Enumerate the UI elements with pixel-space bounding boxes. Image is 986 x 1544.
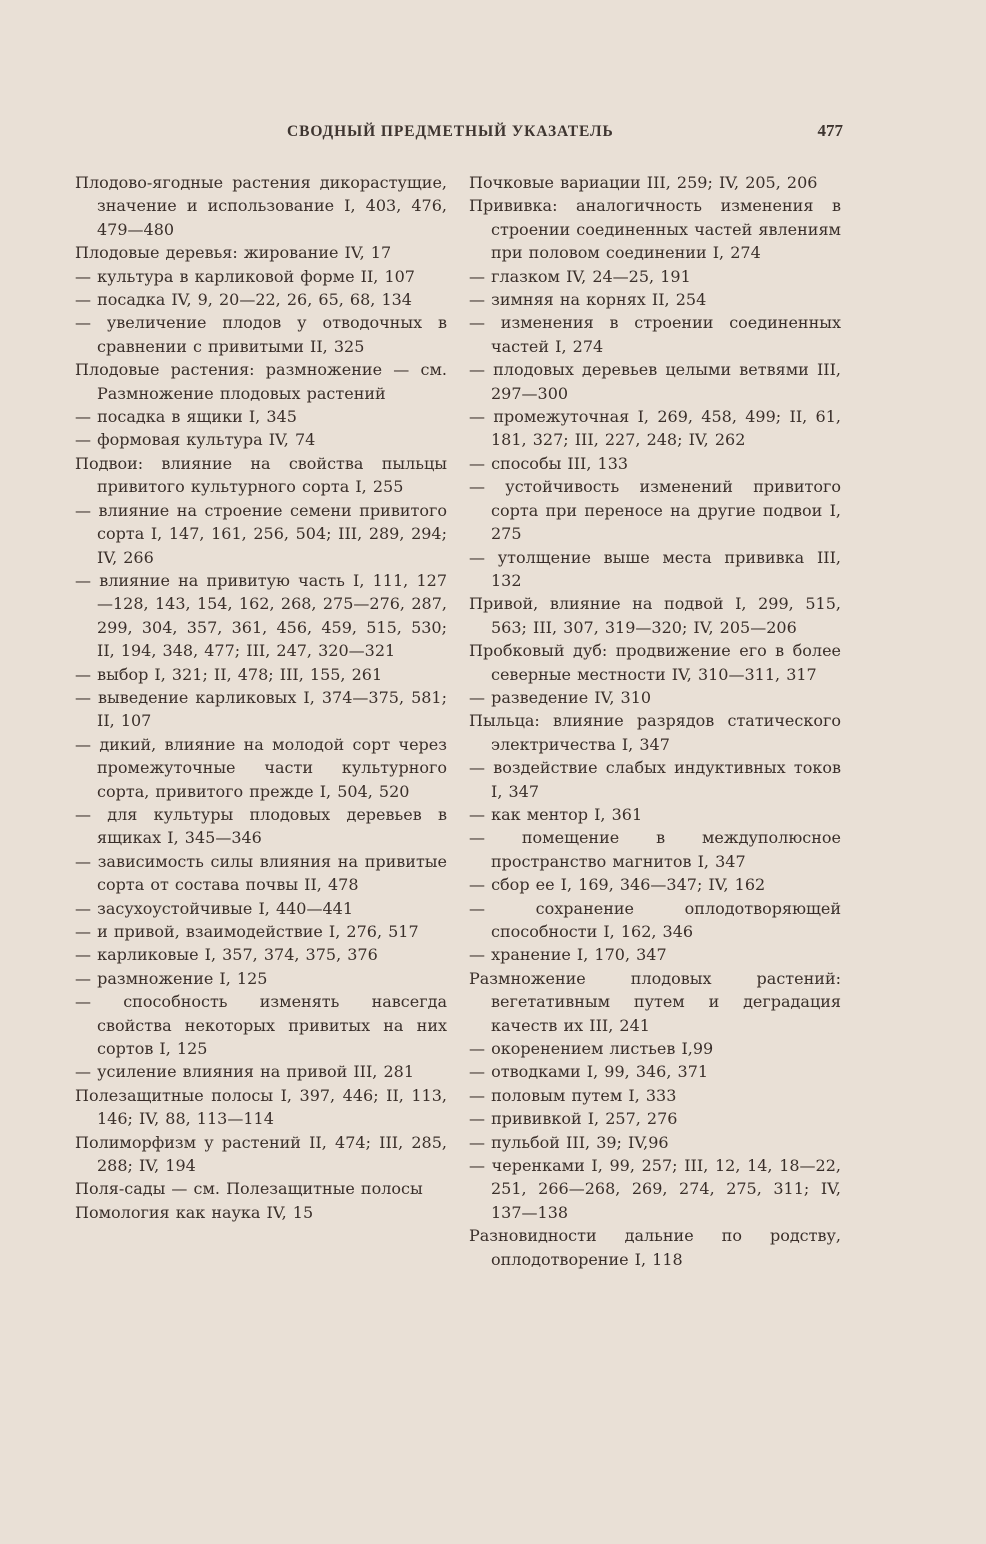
left-index-column (75, 171, 447, 1224)
index-subentry: — способность изменять навсегда свойства некоторых привитых на них сортов I, 125 (75, 992, 447, 1059)
index-entry: Разновидности дальние по родству, оплодотворение I, 118 (469, 1226, 841, 1269)
index-entry: Помология как наука IV, 15 (75, 1202, 314, 1222)
index-subentry: — как ментор I, 361 (469, 804, 643, 824)
index-entry: Плодовые растения: размножение — см. Размножение плодовых растений (75, 360, 447, 403)
index-subentry: — влияние на привитую часть I, 111, 127—128, 143, 154, 162, 268, 275—276, 287, 299, 304, 357, 361, 456, 459, 515, 530; II, 194, 348, 477; III, 247, 320—321 (75, 570, 447, 661)
index-subentry: — дикий, влияние на молодой сорт через промежуточные части культурного сорта, привитого прежде I, 504, 520 (75, 734, 447, 801)
index-entry: Полиморфизм у растений II, 474; III, 285, 288; IV, 194 (75, 1132, 447, 1176)
index-subentry: — культура в карликовой форме II, 107 (75, 266, 415, 286)
index-entry: Поля-сады — см. Полезащитные полосы (75, 1179, 423, 1199)
index-entry: Плодовые деревья: жирование IV, 17 (75, 243, 392, 263)
index-subentry: — способы III, 133 (469, 453, 629, 473)
index-subentry: — посадка в ящики I, 345 (75, 407, 297, 427)
index-subentry: — выбор I, 321; II, 478; III, 155, 261 (75, 664, 383, 684)
index-subentry: — зависимость силы влияния на привитые сорта от состава почвы II, 478 (75, 851, 447, 895)
index-subentry: — и привой, взаимодействие I, 276, 517 (75, 922, 419, 941)
index-entry: Плодово-ягодные растения дикорастущие, значение и использование I, 403, 476, 479—480 (75, 173, 447, 239)
index-subentry: — половым путем I, 333 (469, 1085, 677, 1105)
index-subentry: — карликовые I, 357, 374, 375, 376 (75, 945, 378, 965)
index-subentry: — плодовых деревьев целыми ветвями III, 297—300 (469, 360, 841, 403)
index-subentry: — черенками I, 99, 257; III, 12, 14, 18—22, 251, 266—268, 269, 274, 275, 311; IV, 137—138 (469, 1156, 841, 1222)
index-entry: Пробковый дуб: продвижение его в более северные местности IV, 310—311, 317 (469, 641, 841, 684)
index-entry: Привой, влияние на подвой I, 299, 515, 563; III, 307, 319—320; IV, 205—206 (469, 594, 841, 637)
index-subentry: — засухоустойчивые I, 440—441 (75, 898, 354, 918)
index-entry: Прививка: аналогичность изменения в строении соединенных частей явлениям при половом соединении I, 274 (469, 196, 841, 263)
page-number: 477 (817, 121, 843, 140)
index-subentry: — отводками I, 99, 346, 371 (469, 1062, 709, 1082)
index-subentry: — пульбой III, 39; IV,96 (469, 1132, 669, 1152)
index-subentry: — изменения в строении соединенных частей I, 274 (469, 313, 841, 356)
index-subentry: — воздействие слабых индуктивных токов I, 347 (469, 758, 841, 801)
index-subentry: — для культуры плодовых деревьев в ящиках I, 345—346 (75, 804, 447, 848)
index-entry: Подвои: влияние на свойства пыльцы привитого культурного сорта I, 255 (75, 453, 447, 497)
running-head (287, 123, 843, 147)
right-index-column (469, 171, 841, 1271)
index-entry: Почковые вариации III, 259; IV, 205, 206 (469, 173, 818, 192)
index-subentry: — окоренением листьев I,99 (469, 1039, 714, 1059)
index-subentry: — увеличение плодов у отводочных в сравнении с привитыми II, 325 (75, 313, 447, 356)
index-subentry: — выведение карликовых I, 374—375, 581; II, 107 (75, 687, 447, 731)
index-subentry: — зимняя на корнях II, 254 (469, 290, 707, 310)
index-subentry: — утолщение выше места прививка III, 132 (469, 547, 841, 590)
index-subentry: — разведение IV, 310 (469, 687, 652, 707)
index-entry: Размножение плодовых растений: вегетативным путем и деградация качеств их III, 241 (469, 968, 841, 1035)
index-subentry: — влияние на строение семени привитого сорта I, 147, 161, 256, 504; III, 289, 294; IV, 266 (75, 500, 447, 567)
index-subentry: — усиление влияния на привой III, 281 (75, 1062, 414, 1082)
index-entry: Полезащитные полосы I, 397, 446; II, 113, 146; IV, 88, 113—114 (75, 1085, 447, 1129)
index-subentry: — устойчивость изменений привитого сорта при переносе на другие подвои I, 275 (469, 477, 841, 544)
page-title: СВОДНЫЙ ПРЕДМЕТНЫЙ УКАЗАТЕЛЬ (287, 123, 614, 140)
index-subentry: — промежуточная I, 269, 458, 499; II, 61, 181, 327; III, 227, 248; IV, 262 (469, 407, 841, 450)
index-subentry: — помещение в междуполюсное пространство магнитов I, 347 (469, 828, 841, 871)
index-subentry: — глазком IV, 24—25, 191 (469, 266, 691, 286)
index-entry: Пыльца: влияние разрядов статического электричества I, 347 (469, 711, 841, 754)
index-subentry: — формовая культура IV, 74 (75, 430, 316, 450)
index-subentry: — хранение I, 170, 347 (469, 945, 667, 965)
index-subentry: — посадка IV, 9, 20—22, 26, 65, 68, 134 (75, 290, 412, 310)
index-subentry: — сбор ее I, 169, 346—347; IV, 162 (469, 875, 766, 895)
index-subentry: — сохранение оплодотворяющей способности I, 162, 346 (469, 898, 841, 941)
index-subentry: — прививкой I, 257, 276 (469, 1109, 678, 1129)
index-subentry: — размножение I, 125 (75, 968, 268, 988)
